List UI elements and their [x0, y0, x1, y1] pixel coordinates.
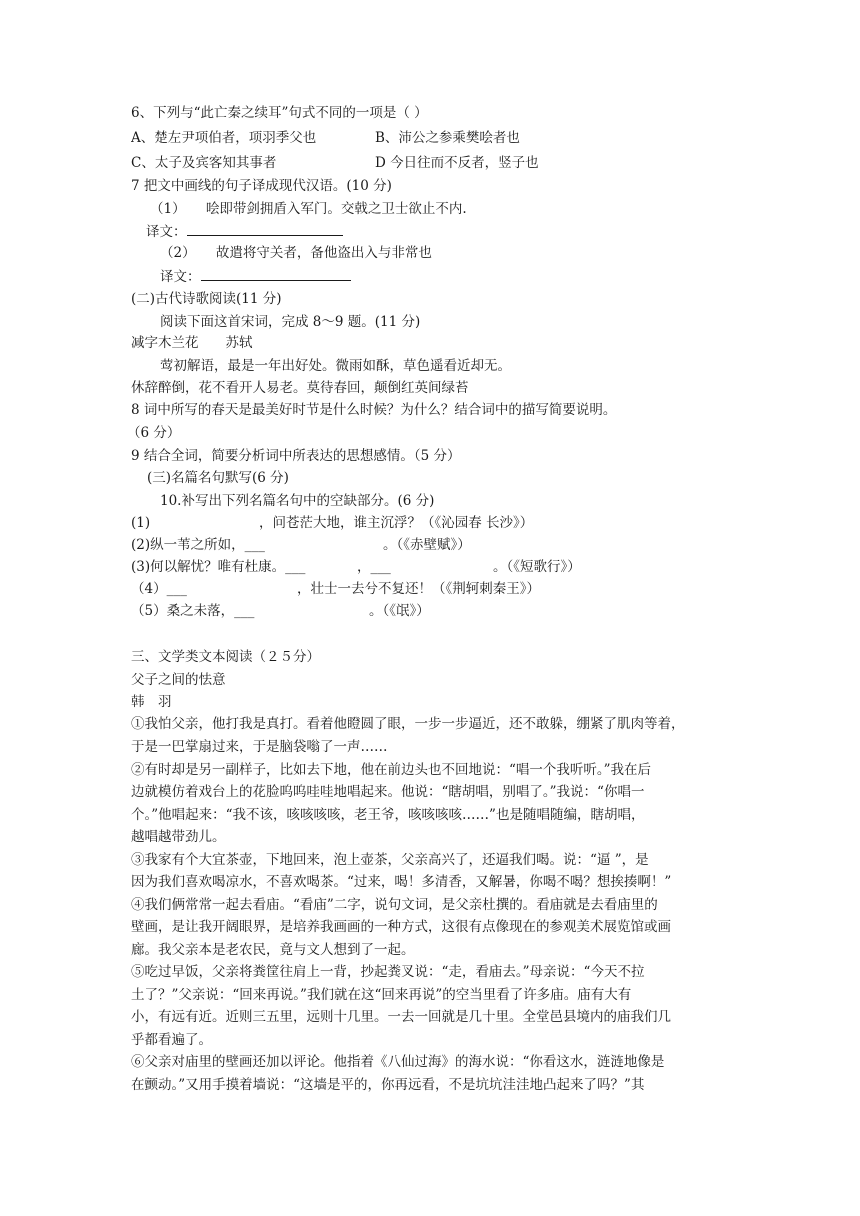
article-author: 韩 羽	[131, 694, 172, 710]
recite-item-text: ，问苍茫大地，谁主沉浮？（《沁园春 长沙》）	[259, 515, 534, 531]
paragraph-line: 小，有远有近。近则三五里，远则十几里。一去一回就是几十里。全堂邑县境内的庙我们几	[131, 1009, 671, 1025]
recite-item-source: 。（《氓》）	[369, 603, 430, 619]
question-6-options-cd	[131, 153, 741, 173]
paragraph-line: ②有时却是另一副样子，比如去下地，他在前边头也不回地说：“唱一个我听听。”我在后	[131, 762, 652, 778]
recite-item-2	[131, 535, 741, 555]
question-6-stem: 6、下列与“此亡秦之续耳”句式不同的一项是（ ）	[131, 105, 428, 121]
translation-1	[146, 221, 756, 241]
paragraph-line: ①我怕父亲，他打我是真打。看着他瞪圆了眼，一步一步逼近，还不敢躲，绷紧了肌肉等着，	[131, 716, 685, 732]
recite-item-label: （4）___	[131, 581, 187, 597]
recite-item-source: 。（《短歌行》）	[493, 559, 581, 575]
question-7-sentence-1: （1） 哙即带剑拥盾入军门。交戟之卫士欲止不内.	[150, 201, 467, 217]
recite-item-3	[131, 557, 741, 577]
poetry-instruction: 阅读下面这首宋词，完成 8～9 题。(11 分)	[160, 314, 421, 330]
question-9: 9 结合全词，简要分析词中所表达的思想感情。（5 分）	[131, 448, 461, 464]
paragraph-line: 乎都看遍了。	[131, 1032, 212, 1048]
paragraph-line: ⑥父亲对庙里的壁画还加以评论。他指着《八仙过海》的海水说：“你看这水，涟涟地像是	[131, 1054, 665, 1070]
translation-label: 译文：	[160, 269, 201, 285]
paragraph-line: 廊。我父亲本是老农民，竟与文人想到了一起。	[131, 942, 415, 958]
recite-item-4	[131, 579, 741, 599]
paragraph-line: 土了？”父亲说：“回来再说。”我们就在这“回来再说”的空当里看了许多庙。庙有大有	[131, 987, 632, 1003]
recitation-heading: (三)名篇名句默写(6 分)	[147, 470, 289, 486]
question-7-sentence-2: （2） 故遣将守关者，备他盗出入与非常也	[160, 245, 432, 261]
recite-item-text: (2)纵一苇之所如，___	[131, 537, 265, 553]
question-8-score: （6 分）	[127, 425, 181, 441]
paragraph-line: 边就模仿着戏台上的花脸呜呜哇哇地唱起来。他说：“瞎胡唱，别唱了。”我说：“你唱一	[131, 784, 645, 800]
recite-item-5	[131, 601, 741, 621]
answer-blank[interactable]	[187, 221, 343, 236]
question-7-stem: 7 把文中画线的句子译成现代汉语。(10 分)	[131, 178, 392, 194]
recite-item-1	[131, 513, 741, 533]
poem-line-1: 莺初解语，最是一年出好处。微雨如酥，草色遥看近却无。	[160, 358, 511, 374]
paragraph-line: 越唱越带劲儿。	[131, 829, 226, 845]
translation-label: 译文：	[146, 224, 187, 240]
paragraph-line: ③我家有个大宜茶壶，下地回来，泡上壶茶，父亲高兴了，还逼我们喝。说：“逼 ”，是	[131, 852, 649, 868]
recite-item-source: 。（《赤壁赋》）	[383, 537, 471, 553]
paragraph-line: 在颤动。”又用手摸着墙说：“这墙是平的，你再远看，不是坑坑洼洼地凸起来了吗？”其	[131, 1077, 645, 1093]
recite-item-text: ，___	[357, 559, 391, 575]
article-title: 父子之间的怯意	[131, 672, 226, 688]
recite-item-text: ，壮士一去兮不复还！（《荆轲刺秦王》）	[297, 581, 540, 597]
poem-line-2: 休辞醉倒，花不看开人易老。莫待春回，颠倒红英间绿苔	[131, 380, 469, 396]
recite-item-text: （5）桑之未落，___	[131, 603, 255, 619]
question-10: 10.补写出下列名篇名句中的空缺部分。(6 分)	[160, 493, 435, 509]
option-d: D 今日往而不反者，竖子也	[375, 155, 539, 171]
question-6-options-ab	[131, 128, 741, 148]
paragraph-line: ⑤吃过早饭，父亲将粪筐往肩上一背，抄起粪叉说：“走，看庙去。”母亲说：“今天不拉	[131, 964, 645, 980]
paragraph-line: 壁画，是让我开阔眼界，是培养我画画的一种方式，这很有点像现在的参观美术展览馆或画	[131, 919, 671, 935]
translation-2	[160, 266, 770, 286]
recite-item-text: (3)何以解忧？唯有杜康。___	[131, 559, 306, 575]
option-b: B、沛公之参乘樊哙者也	[375, 130, 520, 146]
paragraph-line: ④我们俩常常一起去看庙。“看庙”二字，说句文词，是父亲杜撰的。看庙就是去看庙里的	[131, 897, 658, 913]
answer-blank[interactable]	[201, 266, 351, 281]
poetry-section-heading: (二)古代诗歌阅读(11 分)	[131, 291, 282, 307]
poem-title: 减字木兰花 苏轼	[131, 335, 253, 351]
paragraph-line: 于是一巴掌扇过来，于是脑袋嗡了一声……	[131, 739, 388, 755]
question-8: 8 词中所写的春天是最美好时节是什么时候？为什么？结合词中的描写简要说明。	[131, 402, 617, 418]
literary-section-heading: 三、文学类文本阅读（２５分）	[131, 649, 320, 665]
paragraph-line: 因为我们喜欢喝凉水，不喜欢喝茶。“过来，喝！多清香，又解暑，你喝不喝？想挨揍啊！”	[131, 874, 672, 890]
recite-item-label: (1)	[131, 515, 151, 531]
option-a: A、楚左尹项伯者，项羽季父也	[131, 130, 317, 146]
paragraph-line: 个。”他唱起来：“我不该，咳咳咳咳，老王爷，咳咳咳咳……”也是随唱随编，瞎胡唱，	[131, 807, 645, 823]
option-c: C、太子及宾客知其事者	[131, 155, 277, 171]
